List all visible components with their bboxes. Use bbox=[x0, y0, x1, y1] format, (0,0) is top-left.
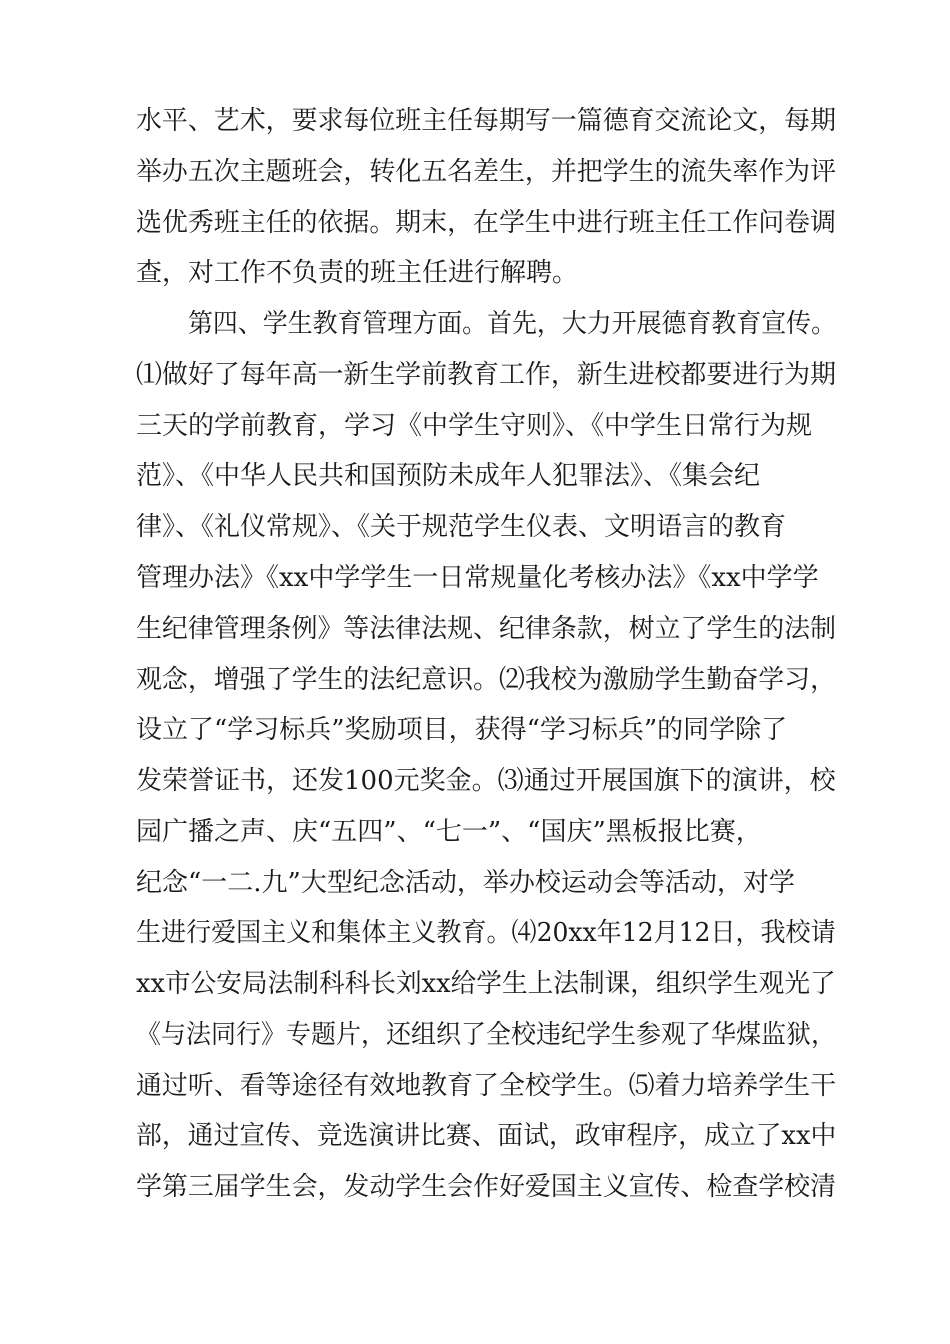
text-line: 三天的学前教育，学习《中学生守则》、《中学生日常行为规 bbox=[136, 411, 813, 441]
text-line: 观念，增强了学生的法纪意识。⑵我校为激励学生勤奋学习， bbox=[136, 665, 837, 695]
text-line: 设立了“学习标兵”奖励项目，获得“学习标兵”的同学除了 bbox=[136, 715, 788, 745]
text-line: 举办五次主题班会，转化五名差生，并把学生的流失率作为评 bbox=[136, 157, 837, 187]
text-line: 发荣誉证书，还发100元奖金。⑶通过开展国旗下的演讲，校 bbox=[136, 766, 836, 796]
text-line: 部，通过宣传、竞选演讲比赛、面试，政审程序，成立了xx中 bbox=[136, 1121, 837, 1151]
text-line: 通过听、看等途径有效地教育了全校学生。⑸着力培养学生干 bbox=[136, 1071, 837, 1101]
text-line: 律》、《礼仪常规》、《关于规范学生仪表、文明语言的教育 bbox=[136, 512, 787, 542]
text-line: 查，对工作不负责的班主任进行解聘。 bbox=[136, 258, 579, 288]
text-line: 生纪律管理条例》等法律法规、纪律条款，树立了学生的法制 bbox=[136, 614, 837, 644]
paragraph-start-line: 第四、学生教育管理方面。首先，大力开展德育教育宣传。 bbox=[188, 309, 837, 339]
text-line: 园广播之声、庆“五四”、“七一”、“国庆”黑板报比赛， bbox=[136, 817, 762, 847]
text-line: 管理办法》《xx中学学生一日常规量化考核办法》《xx中学学 bbox=[136, 563, 819, 593]
text-line: 水平、艺术，要求每位班主任每期写一篇德育交流论文，每期 bbox=[136, 106, 837, 136]
text-line: 生进行爱国主义和集体主义教育。⑷20xx年12月12日，我校请 bbox=[136, 918, 836, 948]
text-line: 学第三届学生会，发动学生会作好爱国主义宣传、检查学校清 bbox=[136, 1172, 837, 1202]
text-line: xx市公安局法制科科长刘xx给学生上法制课，组织学生观光了 bbox=[136, 969, 836, 999]
text-line: 纪念“一二.九”大型纪念活动，举办校运动会等活动，对学 bbox=[136, 868, 795, 898]
text-line: 选优秀班主任的依据。期末，在学生中进行班主任工作问卷调 bbox=[136, 208, 837, 238]
text-line: 范》、《中华人民共和国预防未成年人犯罪法》、《集会纪 bbox=[136, 461, 761, 491]
text-line: ⑴做好了每年高一新生学前教育工作，新生进校都要进行为期 bbox=[136, 360, 837, 390]
text-line: 《与法同行》专题片，还组织了全校违纪学生参观了华煤监狱， bbox=[136, 1020, 836, 1050]
